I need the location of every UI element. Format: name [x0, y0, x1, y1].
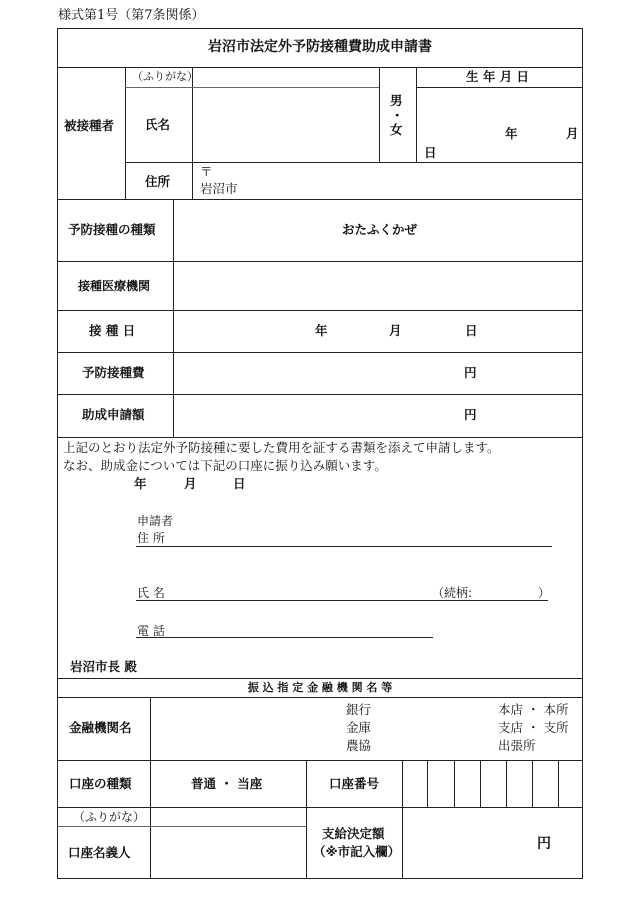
- phone-label: 電 話: [137, 624, 165, 638]
- bank-type-nokyo[interactable]: 農協: [346, 738, 372, 753]
- amount-row-divider: [57, 437, 583, 438]
- holder-furigana-input[interactable]: [151, 808, 305, 825]
- branch-type-main[interactable]: 本店 ・ 本所: [498, 702, 569, 717]
- branch-name-input[interactable]: [380, 698, 493, 759]
- gender-left-divider: [379, 67, 380, 162]
- applicant-name-underline[interactable]: [136, 600, 548, 601]
- amount-unit: 円: [464, 407, 477, 422]
- statement-line-1: 上記のとおり法定外予防接種に要した費用を証する書類を添えて申請します。: [63, 440, 500, 455]
- relation-open: （続柄:: [432, 586, 473, 600]
- address-input[interactable]: [230, 163, 582, 198]
- phone-underline[interactable]: [136, 637, 433, 638]
- bank-header-top-divider: [57, 678, 583, 679]
- applicant-label: 申請者: [137, 514, 174, 528]
- relation-close: ）: [538, 586, 551, 600]
- applicant-address-underline[interactable]: [136, 546, 552, 547]
- applicant-address-label: 住 所: [137, 531, 165, 545]
- recipient-bottom-divider: [57, 199, 583, 200]
- amount-input[interactable]: [174, 395, 582, 436]
- birthdate-input[interactable]: [417, 88, 582, 161]
- address-city: 岩沼市: [200, 181, 238, 196]
- application-month: 月: [184, 476, 197, 491]
- fee-input[interactable]: [174, 353, 582, 393]
- vaccination-type-value: おたふくかぜ: [342, 222, 418, 237]
- birth-month: 月: [566, 126, 579, 141]
- vaccination-type-label: 予防接種の種類: [68, 222, 156, 237]
- holder-label: 口座名義人: [68, 845, 131, 860]
- date-day: 日: [465, 323, 478, 338]
- vaccination-date-label: 接 種 日: [89, 323, 136, 338]
- date-month: 月: [389, 323, 402, 338]
- digit-divider: [480, 760, 481, 807]
- holder-furigana-label: （ふりがな）: [73, 810, 146, 824]
- address-label: 住所: [145, 174, 171, 189]
- digit-divider: [558, 760, 559, 807]
- payment-note: （※市記入欄）: [313, 844, 401, 859]
- form-title: 岩沼市法定外予防接種費助成申請書: [208, 39, 432, 55]
- bank-section-header: 振 込 指 定 金 融 機 関 名 等: [247, 681, 393, 694]
- postal-mark: 〒: [200, 164, 213, 179]
- account-number-input[interactable]: [402, 760, 583, 807]
- form-number: 様式第1号（第7条関係）: [58, 8, 205, 23]
- digit-divider: [427, 760, 428, 807]
- statement-line-2: なお、助成金については下記の口座に振り込み願います。: [63, 458, 387, 473]
- application-day: 日: [233, 476, 246, 491]
- vaccination-date-input[interactable]: [174, 311, 582, 351]
- digit-divider: [532, 760, 533, 807]
- recipient-header: 被接種者: [64, 118, 115, 133]
- account-type-label: 口座の種類: [69, 776, 132, 791]
- institution-label: 接種医療機関: [78, 279, 151, 293]
- fee-unit: 円: [464, 365, 477, 380]
- account-row-bottom-divider: [57, 807, 583, 808]
- furigana-label: （ふりがな）: [132, 70, 198, 83]
- gender-dot: ・: [391, 108, 404, 123]
- birth-day: 日: [424, 145, 437, 160]
- name-label: 氏名: [145, 117, 171, 132]
- addressee: 岩沼市長 殿: [70, 659, 137, 674]
- gender-male[interactable]: 男: [390, 93, 403, 108]
- bank-institution-label: 金融機関名: [69, 720, 132, 735]
- application-year: 年: [134, 476, 147, 491]
- branch-type-branch[interactable]: 支店 ・ 支所: [498, 720, 569, 735]
- fee-label: 予防接種費: [82, 365, 145, 380]
- account-number-label: 口座番号: [329, 776, 380, 791]
- furigana-input[interactable]: [193, 68, 378, 86]
- institution-input[interactable]: [174, 262, 582, 309]
- branch-type-office[interactable]: 出張所: [498, 738, 536, 753]
- applicant-name-label: 氏 名: [137, 586, 165, 600]
- amount-label: 助成申請額: [82, 407, 145, 422]
- gender-female[interactable]: 女: [390, 122, 403, 137]
- bank-type-bank[interactable]: 銀行: [346, 702, 372, 717]
- account-mid-divider: [306, 760, 307, 878]
- date-year: 年: [315, 323, 328, 338]
- bank-type-shinkin[interactable]: 金庫: [346, 720, 372, 735]
- name-input[interactable]: [193, 88, 378, 161]
- account-type-value[interactable]: 普通 ・ 当座: [191, 776, 263, 791]
- payment-unit: 円: [537, 836, 551, 852]
- digit-divider: [506, 760, 507, 807]
- bank-name-input[interactable]: [151, 698, 341, 759]
- birth-year: 年: [505, 126, 518, 141]
- payment-label: 支給決定額: [322, 826, 385, 841]
- holder-name-input[interactable]: [151, 827, 305, 877]
- birthdate-header: 生 年 月 日: [466, 69, 530, 84]
- digit-divider: [454, 760, 455, 807]
